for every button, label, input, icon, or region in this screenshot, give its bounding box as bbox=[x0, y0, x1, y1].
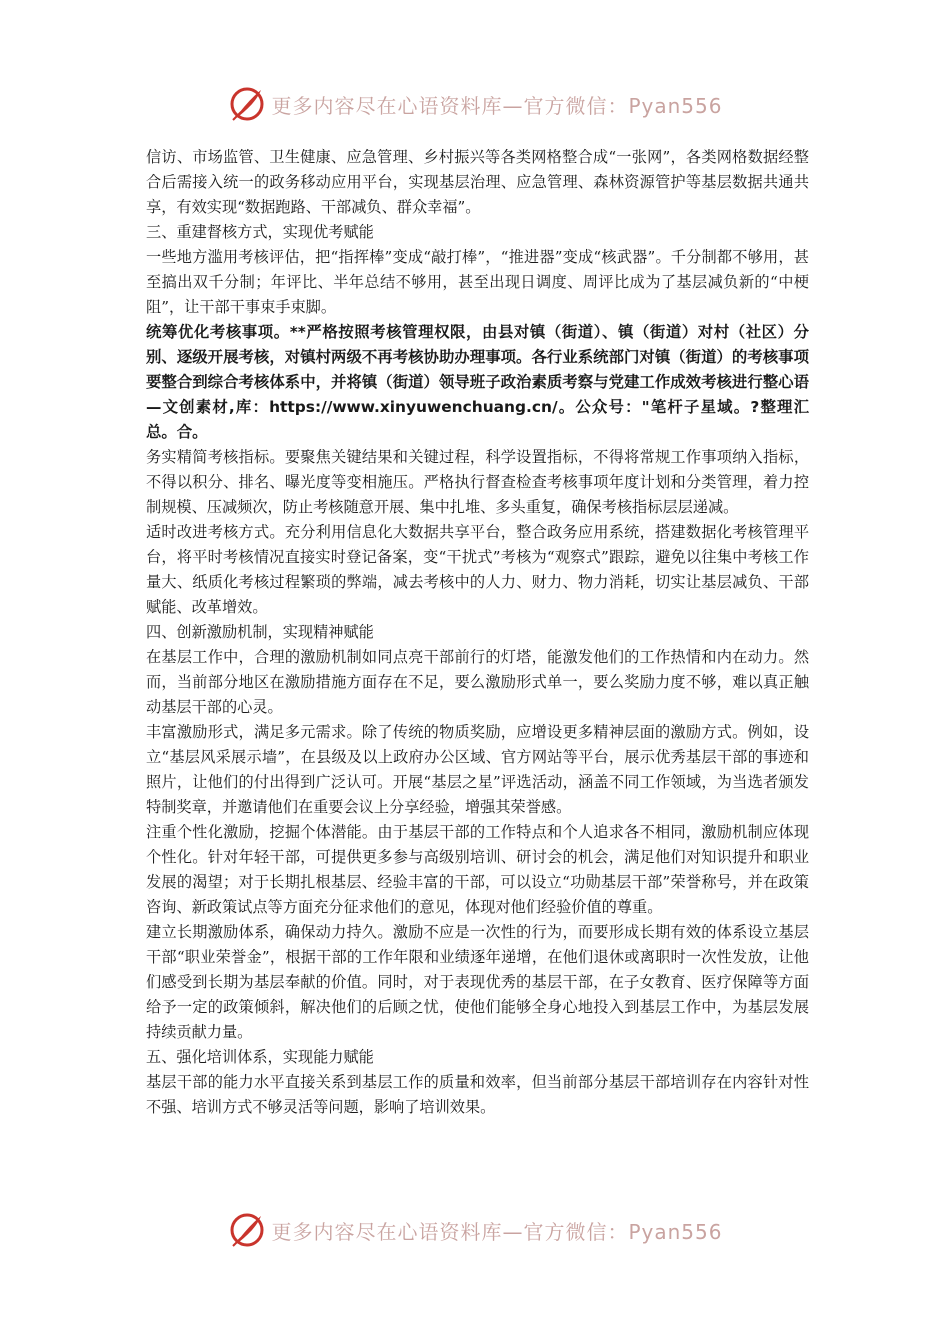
paragraph: 丰富激励形式，满足多元需求。除了传统的物质奖励，应增设更多精神层面的激励方式。例如，设立“基层风采展示墙”，在县级及以上政府办公区域、官方网站等平台，展示优秀基层干部的事迹和照片，让他们的付出得到广泛认可。开展“基层之星”评选活动，涵盖不同工作领域，为当选者颁发特制奖章，并邀请他们在重要会议上分享经验，增强其荣誉感。 bbox=[146, 723, 809, 816]
pen-feather-logo-icon bbox=[227, 1210, 267, 1250]
paragraph: 基层干部的能力水平直接关系到基层工作的质量和效率，但当前部分基层干部培训存在内容针对性不强、培训方式不够灵活等问题，影响了培训效果。 bbox=[146, 1073, 809, 1116]
paragraph: 建立长期激励体系，确保动力持久。激励不应是一次性的行为，而要形成长期有效的体系设立基层干部“职业荣誉金”，根据干部的工作年限和业绩逐年递增，在他们退休或离职时一次性发放，让他们感受到长期为基层奉献的价值。同时，对于表现优秀的基层干部，在子女教育、医疗保障等方面给予一定的政策倾斜，解决他们的后顾之忧，使他们能够全身心地投入到基层工作中，为基层发展持续贡献力量。 bbox=[146, 923, 809, 1041]
banner-text: 更多内容尽在心语资料库—官方微信：Pyan556 bbox=[271, 93, 723, 118]
document-body bbox=[146, 145, 809, 1120]
paragraph: 在基层工作中，合理的激励机制如同点亮干部前行的灯塔，能激发他们的工作热情和内在动力。然而，当前部分地区在激励措施方面存在不足，要么激励形式单一，要么奖励力度不够，难以真正触动基层干部的心灵。 bbox=[146, 648, 809, 716]
footer-banner bbox=[0, 1206, 950, 1254]
paragraph: 务实精简考核指标。要聚焦关键结果和关键过程，科学设置指标，不得将常规工作事项纳入指标，不得以积分、排名、曝光度等变相施压。严格执行督查检查考核事项年度计划和分类管理，着力控制规模、压减频次，防止考核随意开展、集中扎堆、多头重复，确保考核指标层层递减。 bbox=[146, 448, 809, 516]
paragraph: 一些地方滥用考核评估，把“指挥棒”变成“敲打棒”，“推进器”变成“核武器”。千分制都不够用，甚至搞出双千分制；年评比、半年总结不够用，甚至出现日调度、周评比成为了基层减负新的“中梗阻”，让干部干事束手束脚。 bbox=[146, 248, 809, 316]
banner-text: 更多内容尽在心语资料库—官方微信：Pyan556 bbox=[271, 1219, 723, 1244]
paragraph: 信访、市场监管、卫生健康、应急管理、乡村振兴等各类网格整合成“一张网”，各类网格数据经整合后需接入统一的政务移动应用平台，实现基层治理、应急管理、森林资源管护等基层数据共通共享，有效实现“数据跑路、干部减负、群众幸福”。 bbox=[146, 148, 809, 216]
pen-feather-logo-icon bbox=[227, 84, 267, 124]
header-banner bbox=[0, 80, 950, 128]
paragraph: 适时改进考核方式。充分利用信息化大数据共享平台，整合政务应用系统，搭建数据化考核管理平台，将平时考核情况直接实时登记备案，变“干扰式”考核为“观察式”跟踪，避免以往集中考核工作量大、纸质化考核过程繁琐的弊端，减去考核中的人力、财力、物力消耗，切实让基层减负、干部赋能、改革增效。 bbox=[146, 523, 809, 616]
section-heading: 三、重建督核方式，实现优考赋能 bbox=[146, 223, 374, 241]
paragraph: 注重个性化激励，挖掘个体潜能。由于基层干部的工作特点和个人追求各不相同，激励机制应体现个性化。针对年轻干部，可提供更多参与高级别培训、研讨会的机会，满足他们对知识提升和职业发展的渴望；对于长期扎根基层、经验丰富的干部，可以设立“功勋基层干部”荣誉称号，并在政策咨询、新政策试点等方面充分征求他们的意见，体现对他们经验价值的尊重。 bbox=[146, 823, 809, 916]
bold-paragraph: 统筹优化考核事项。**严格按照考核管理权限，由县对镇（街道）、镇（街道）对村（社区）分别、逐级开展考核，对镇村两级不再考核协助办理事项。各行业系统部门对镇（街道）的考核事项要整合到综合考核体系中，并将镇（街道）领导班子政治素质考察与党建工作成效考核进行整心语—文创素材,库：https://www.xinyuwenchuang.cn/。公众号："笔杆子星域。?整理汇总。合。 bbox=[146, 323, 809, 441]
section-heading: 五、强化培训体系，实现能力赋能 bbox=[146, 1048, 374, 1066]
section-heading: 四、创新激励机制，实现精神赋能 bbox=[146, 623, 374, 641]
